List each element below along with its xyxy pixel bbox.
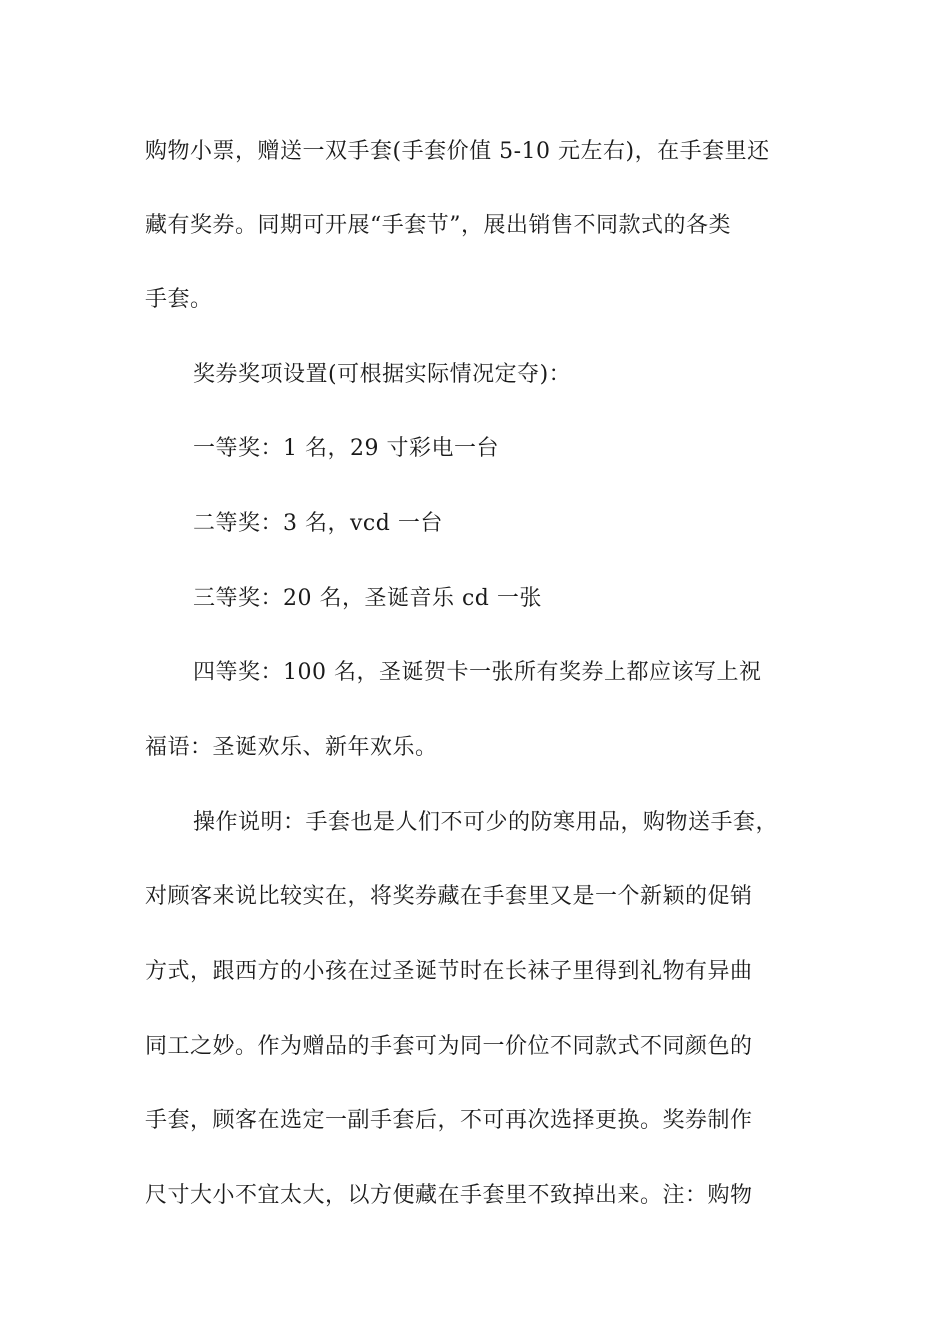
paragraph-line: 方式，跟西方的小孩在过圣诞节时在长袜子里得到礼物有异曲 — [145, 959, 753, 984]
paragraph-line: 操作说明：手套也是人们不可少的防寒用品，购物送手套， — [193, 810, 779, 835]
paragraph-line: 手套。 — [145, 287, 213, 312]
prize-line-second: 二等奖：3 名，vcd 一台 — [193, 511, 443, 536]
paragraph-line: 尺寸大小不宜太大，以方便藏在手套里不致掉出来。注：购物 — [145, 1183, 753, 1208]
prize-line-first: 一等奖：1 名，29 寸彩电一台 — [193, 436, 499, 461]
paragraph-line: 同工之妙。作为赠品的手套可为同一价位不同款式不同颜色的 — [145, 1034, 753, 1059]
paragraph-line: 藏有奖券。同期可开展“手套节”，展出销售不同款式的各类 — [145, 213, 731, 238]
paragraph-line: 手套，顾客在选定一副手套后，不可再次选择更换。奖券制作 — [145, 1108, 753, 1133]
paragraph-line: 奖券奖项设置(可根据实际情况定夺)： — [193, 362, 572, 387]
prize-line-third: 三等奖：20 名，圣诞音乐 cd 一张 — [193, 586, 542, 611]
paragraph-line: 对顾客来说比较实在，将奖券藏在手套里又是一个新颖的促销 — [145, 884, 753, 909]
paragraph-line: 福语：圣诞欢乐、新年欢乐。 — [145, 735, 438, 760]
paragraph-line: 购物小票，赠送一双手套(手套价值 5-10 元左右)，在手套里还 — [145, 139, 770, 164]
prize-line-fourth: 四等奖：100 名，圣诞贺卡一张所有奖券上都应该写上祝 — [193, 660, 762, 685]
